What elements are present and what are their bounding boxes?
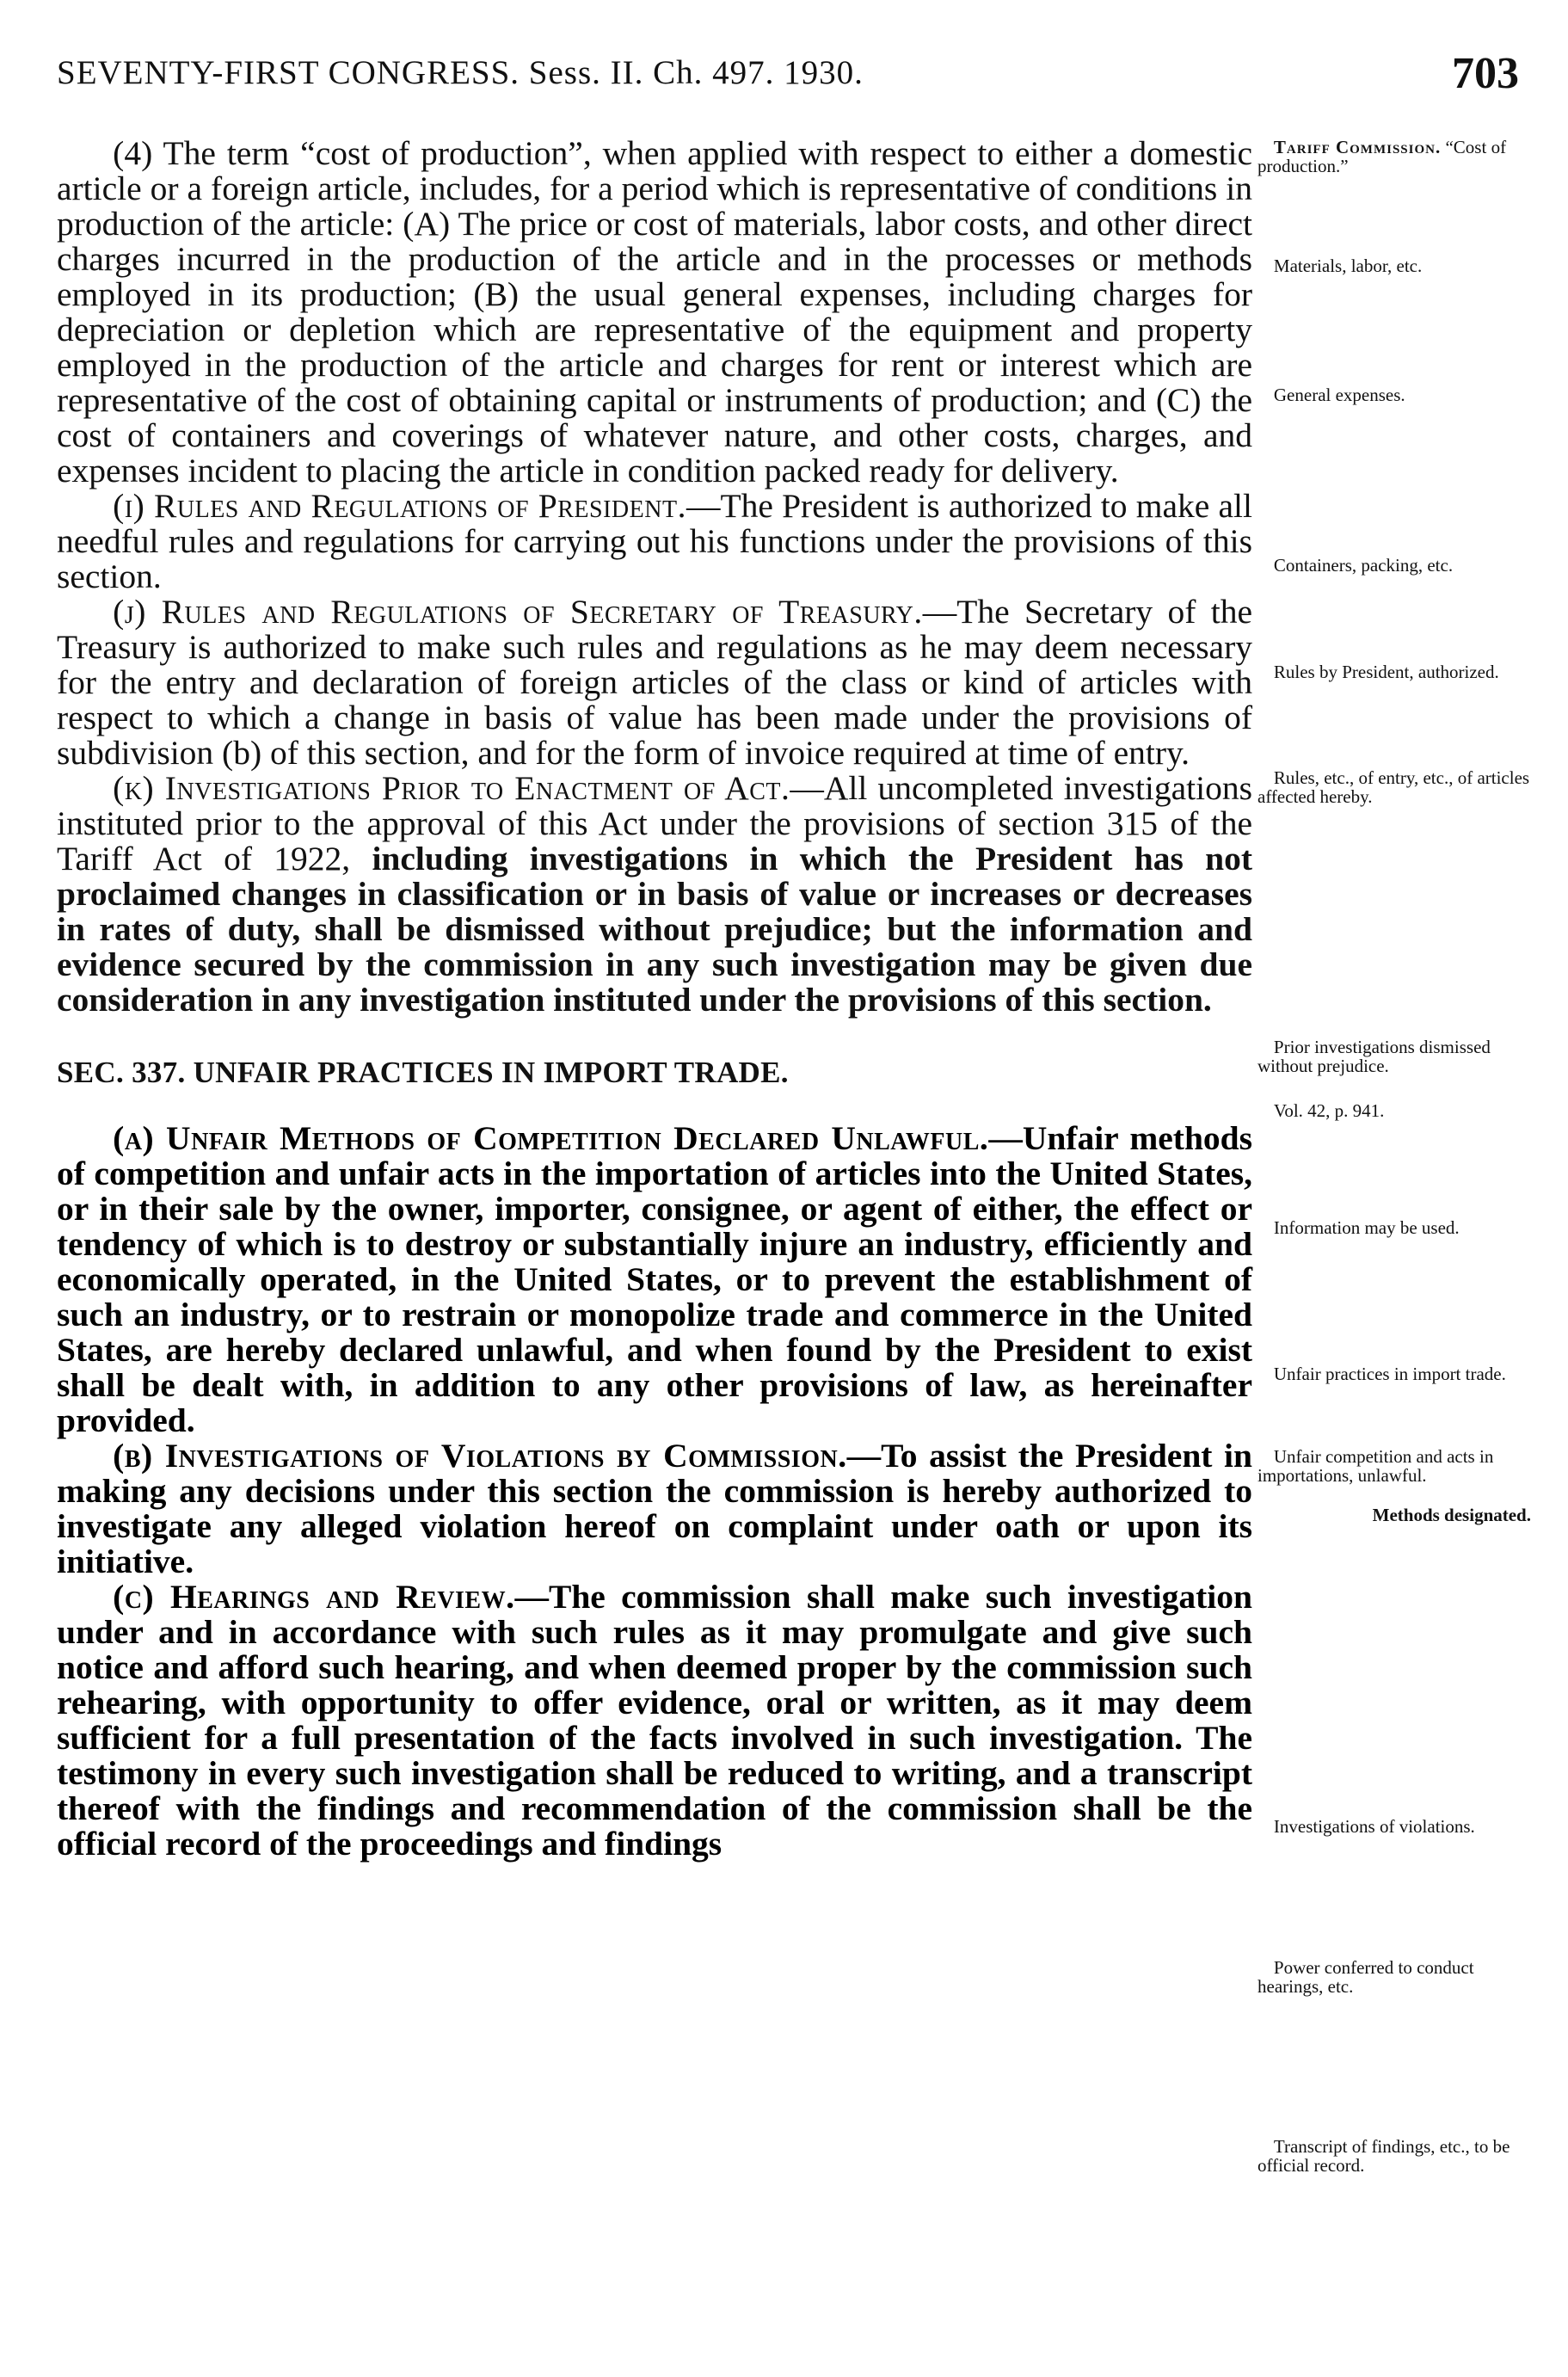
paragraph-a-unfair-methods	[57, 1121, 1252, 1438]
paragraph-c-hearings	[57, 1580, 1252, 1862]
paragraph-c-text: —The commission shall make such investigation under and in accordance with such rules as it may promulgate and give such notice and afford such hearing, and when deemed proper by the commission such rehearing, with opportunity to offer evidence, oral or written, as it may deem sufficient for a full presentation of the facts involved in such investigation. The testimony in every such investigation shall be reduced to writing, and a transcript thereof with the findings and recommendation of the commission shall be the official record of the proceedings and findings	[57, 1578, 1252, 1863]
margin-note-information-used: Information may be used.	[1273, 1217, 1460, 1238]
margin-note-unfair-competition: Unfair competition and acts in importations, unlawful.	[1257, 1446, 1494, 1486]
page-number: 703	[1452, 49, 1519, 98]
paragraph-j-heading: (j) Rules and Regulations of Secretary of Treasury.	[113, 593, 923, 631]
margin-note-vol-ref: Vol. 42, p. 941.	[1273, 1100, 1385, 1121]
margin-note-prior-investigations: Prior investigations dismissed without prejudice.	[1257, 1037, 1491, 1076]
margin-note-power-hearings: Power conferred to conduct hearings, etc.	[1257, 1957, 1474, 1997]
paragraph-b-heading: (b) Investigations of Violations by Commission.	[113, 1437, 847, 1475]
margin-note-general-expenses: General expenses.	[1273, 385, 1405, 405]
running-head: SEVENTY-FIRST CONGRESS. Sess. II. Ch. 497. 1930.	[57, 54, 864, 91]
paragraph-k-prior-investigations	[57, 771, 1252, 1018]
paragraph-a-heading: (a) Unfair Methods of Competition Declared Unlawful.	[113, 1119, 989, 1157]
paragraph-i-text: —The President is authorized to make all needful rules and regulations for carrying out his functions under the provisions of this section.	[57, 487, 1252, 595]
paragraph-b-investigations	[57, 1438, 1252, 1580]
paragraph-4-cost-of-production: (4) The term “cost of production”, when applied with respect to either a domestic article or a foreign article, includes, for a period which is representative of conditions in production of the article: (A) The price or cost of materials, labor costs, and other direct charges incurred in the production of the article and in the processes or methods employed in its production; (B) the usual general expenses, including charges for depreciation or depletion which are representative of the equipment and property employed in the production of the article and charges for rent or interest which are representative of the cost of obtaining capital or instruments of production; and (C) the cost of containers and coverings of whatever nature, and other costs, charges, and expenses incident to placing the article in condition packed ready for delivery.	[57, 134, 1252, 490]
margin-note-containers: Containers, packing, etc.	[1273, 555, 1454, 576]
paragraph-k-text-1: —All uncompleted investigations instituted prior to the approval of this Act under the provisions of section 315 of the Tariff Act of 1922,	[57, 769, 1252, 878]
paragraph-j-text: —The Secretary of the Treasury is authorized to make such rules and regulations as he may deem necessary for the entry and declaration of foreign articles of the class or kind of articles with respect to which a change in basis of value has been made under the provisions of subdivision (b) of this section, and for the form of invoice required at time of entry.	[57, 593, 1252, 772]
margin-note-cost-of-production: “Cost of production.”	[1257, 137, 1507, 176]
margin-note-tariff-head: Tariff Commission.	[1273, 137, 1442, 157]
paragraph-i-heading: (i) Rules and Regulations of President.	[113, 487, 686, 525]
main-text-column	[57, 136, 1252, 1862]
paragraph-j-rules-treasury	[57, 594, 1252, 771]
margin-note-materials: Materials, labor, etc.	[1273, 256, 1423, 276]
paragraph-k-text-2: including investigations in which the President has not proclaimed changes in classification or in basis of value or increases or decreases in rates of duty, shall be dismissed without prejudice; but the information and evidence secured by the commission in any such investigation may be given due consideration in any investigation instituted under the provisions of this section.	[57, 840, 1252, 1019]
margin-note-investigations-violations: Investigations of violations.	[1273, 1816, 1475, 1837]
paragraph-i-rules-president	[57, 489, 1252, 594]
page-header	[57, 41, 1519, 110]
paragraph-b-text: —To assist the President in making any decisions under this section the commission is hereby authorized to investigate any alleged violation hereof on complaint under oath or upon its initiative.	[57, 1437, 1252, 1580]
section-337-heading: SEC. 337. UNFAIR PRACTICES IN IMPORT TRADE.	[57, 1056, 789, 1089]
margin-note-transcript-record: Transcript of findings, etc., to be official record.	[1257, 2136, 1510, 2176]
margin-note-unfair-practices: Unfair practices in import trade.	[1273, 1364, 1506, 1384]
margin-note-methods-designated: Methods designated.	[1372, 1505, 1531, 1525]
margin-note-tariff-commission	[1257, 138, 1531, 176]
paragraph-a-text: —Unfair methods of competition and unfair acts in the importation of articles into the United States, or in their sale by the owner, importer, consignee, or agent of either, the effect or tendency of which is to destroy or substantially injure an industry, efficiently and economically operated, in the United States, or to prevent the establishment of such an industry, or to restrain or monopolize trade and commerce in the United States, are hereby declared unlawful, and when found by the President to exist shall be dealt with, in addition to any other provisions of law, as hereinafter provided.	[57, 1119, 1253, 1439]
paragraph-c-heading: (c) Hearings and Review.	[113, 1578, 515, 1616]
margin-note-rules-president: Rules by President, authorized.	[1273, 662, 1499, 682]
margin-note-rules-entry: Rules, etc., of entry, etc., of articles affected hereby.	[1257, 767, 1530, 807]
paragraph-k-heading: (k) Investigations Prior to Enactment of Act.	[113, 769, 790, 807]
